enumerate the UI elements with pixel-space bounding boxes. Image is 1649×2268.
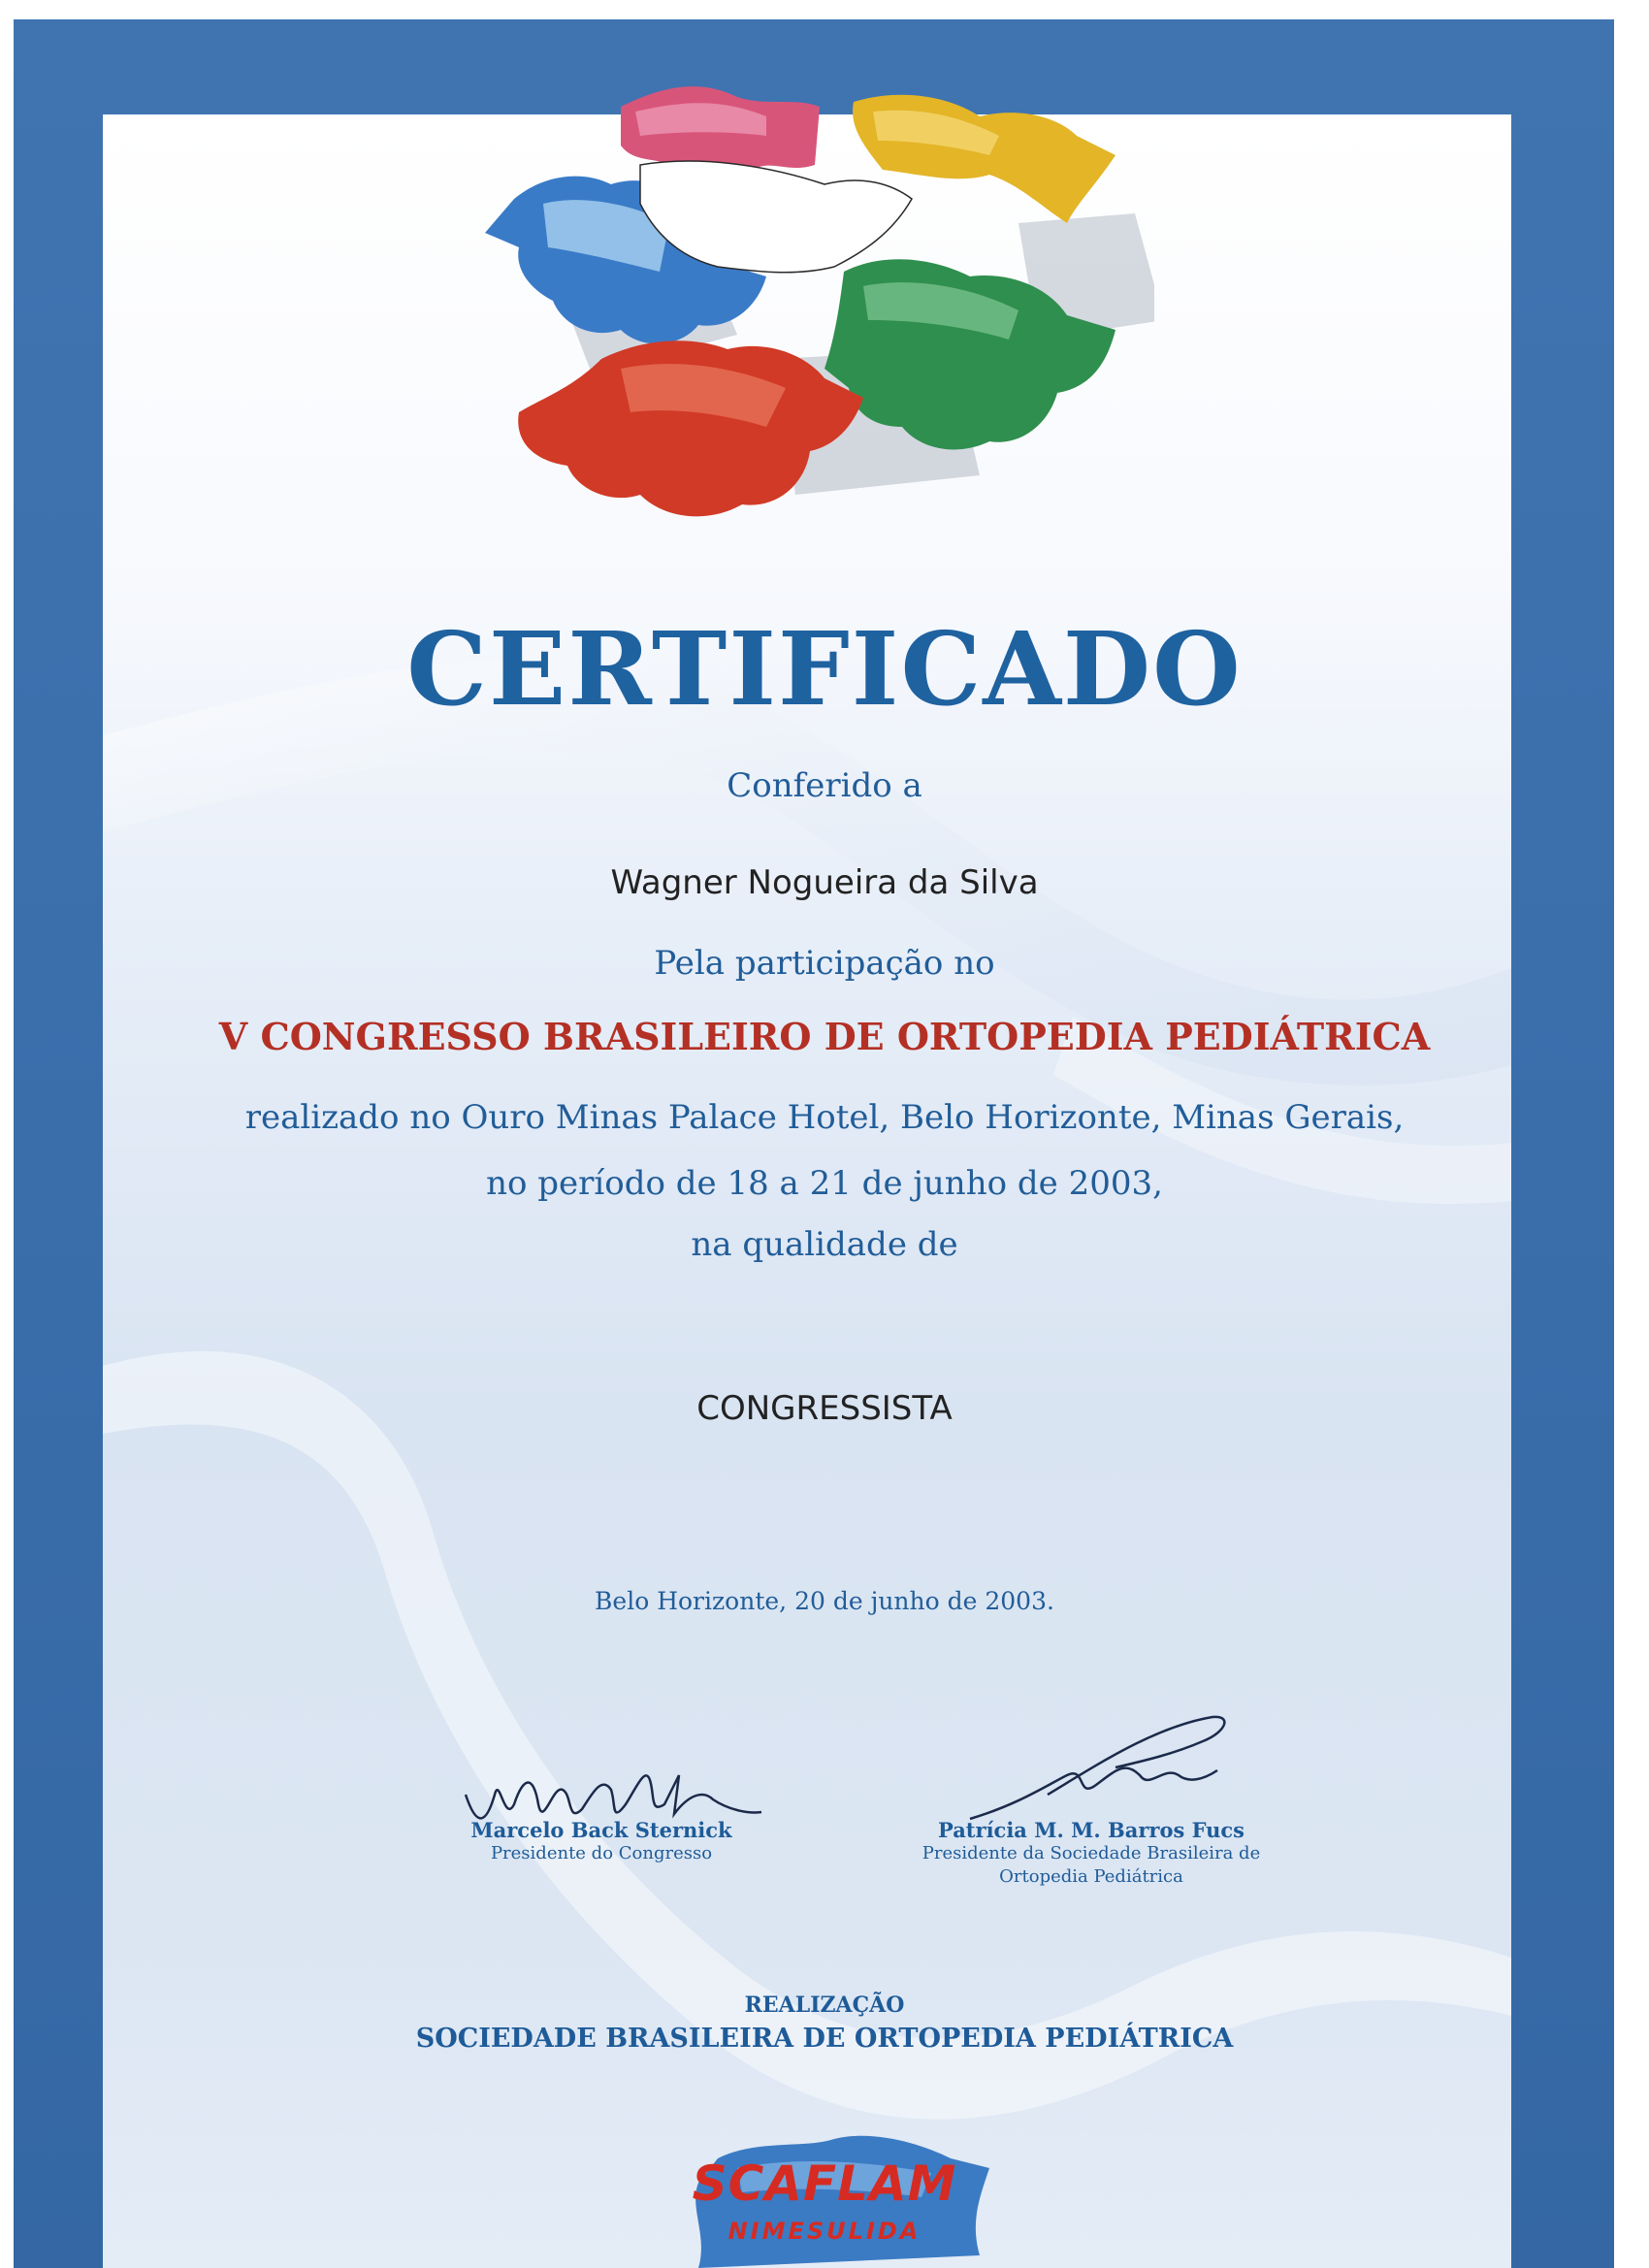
organizer-label: REALIZAÇÃO xyxy=(744,1993,905,2018)
sponsor-name: SCAFLAM xyxy=(692,2155,957,2212)
recipient-name: Wagner Nogueira da Silva xyxy=(610,863,1039,902)
certificate-title: CERTIFICADO xyxy=(406,609,1243,729)
place-and-date: Belo Horizonte, 20 de junho de 2003. xyxy=(595,1587,1054,1615)
participation-label: Pela participação no xyxy=(654,944,995,983)
sponsor-product: NIMESULIDA xyxy=(728,2218,922,2245)
signer-role-left: Presidente do Congresso xyxy=(490,1843,713,1863)
signature-block-left xyxy=(407,1818,795,1865)
signer-name-left: Marcelo Back Sternick xyxy=(470,1818,732,1842)
signer-role-right-line2: Ortopedia Pediátrica xyxy=(999,1866,1183,1887)
conferred-label: Conferido a xyxy=(727,766,922,805)
signature-right xyxy=(960,1707,1251,1833)
organizer-name: SOCIEDADE BRASILEIRA DE ORTOPEDIA PEDIÁTRICA xyxy=(415,2024,1234,2054)
capacity-label: na qualidade de xyxy=(691,1225,958,1264)
signer-role-right-line1: Presidente da Sociedade Brasileira de xyxy=(922,1843,1261,1863)
participant-role: CONGRESSISTA xyxy=(696,1389,953,1428)
puzzle-pieces-logo xyxy=(475,78,1154,563)
signer-name-right: Patrícia M. M. Barros Fucs xyxy=(937,1818,1245,1842)
event-name: V CONGRESSO BRASILEIRO DE ORTOPEDIA PEDIÁTRICA xyxy=(218,1015,1431,1058)
period-line: no período de 18 a 21 de junho de 2003, xyxy=(486,1164,1163,1203)
signature-block-right xyxy=(873,1818,1310,1889)
venue-line: realizado no Ouro Minas Palace Hotel, Belo Horizonte, Minas Gerais, xyxy=(244,1098,1405,1137)
